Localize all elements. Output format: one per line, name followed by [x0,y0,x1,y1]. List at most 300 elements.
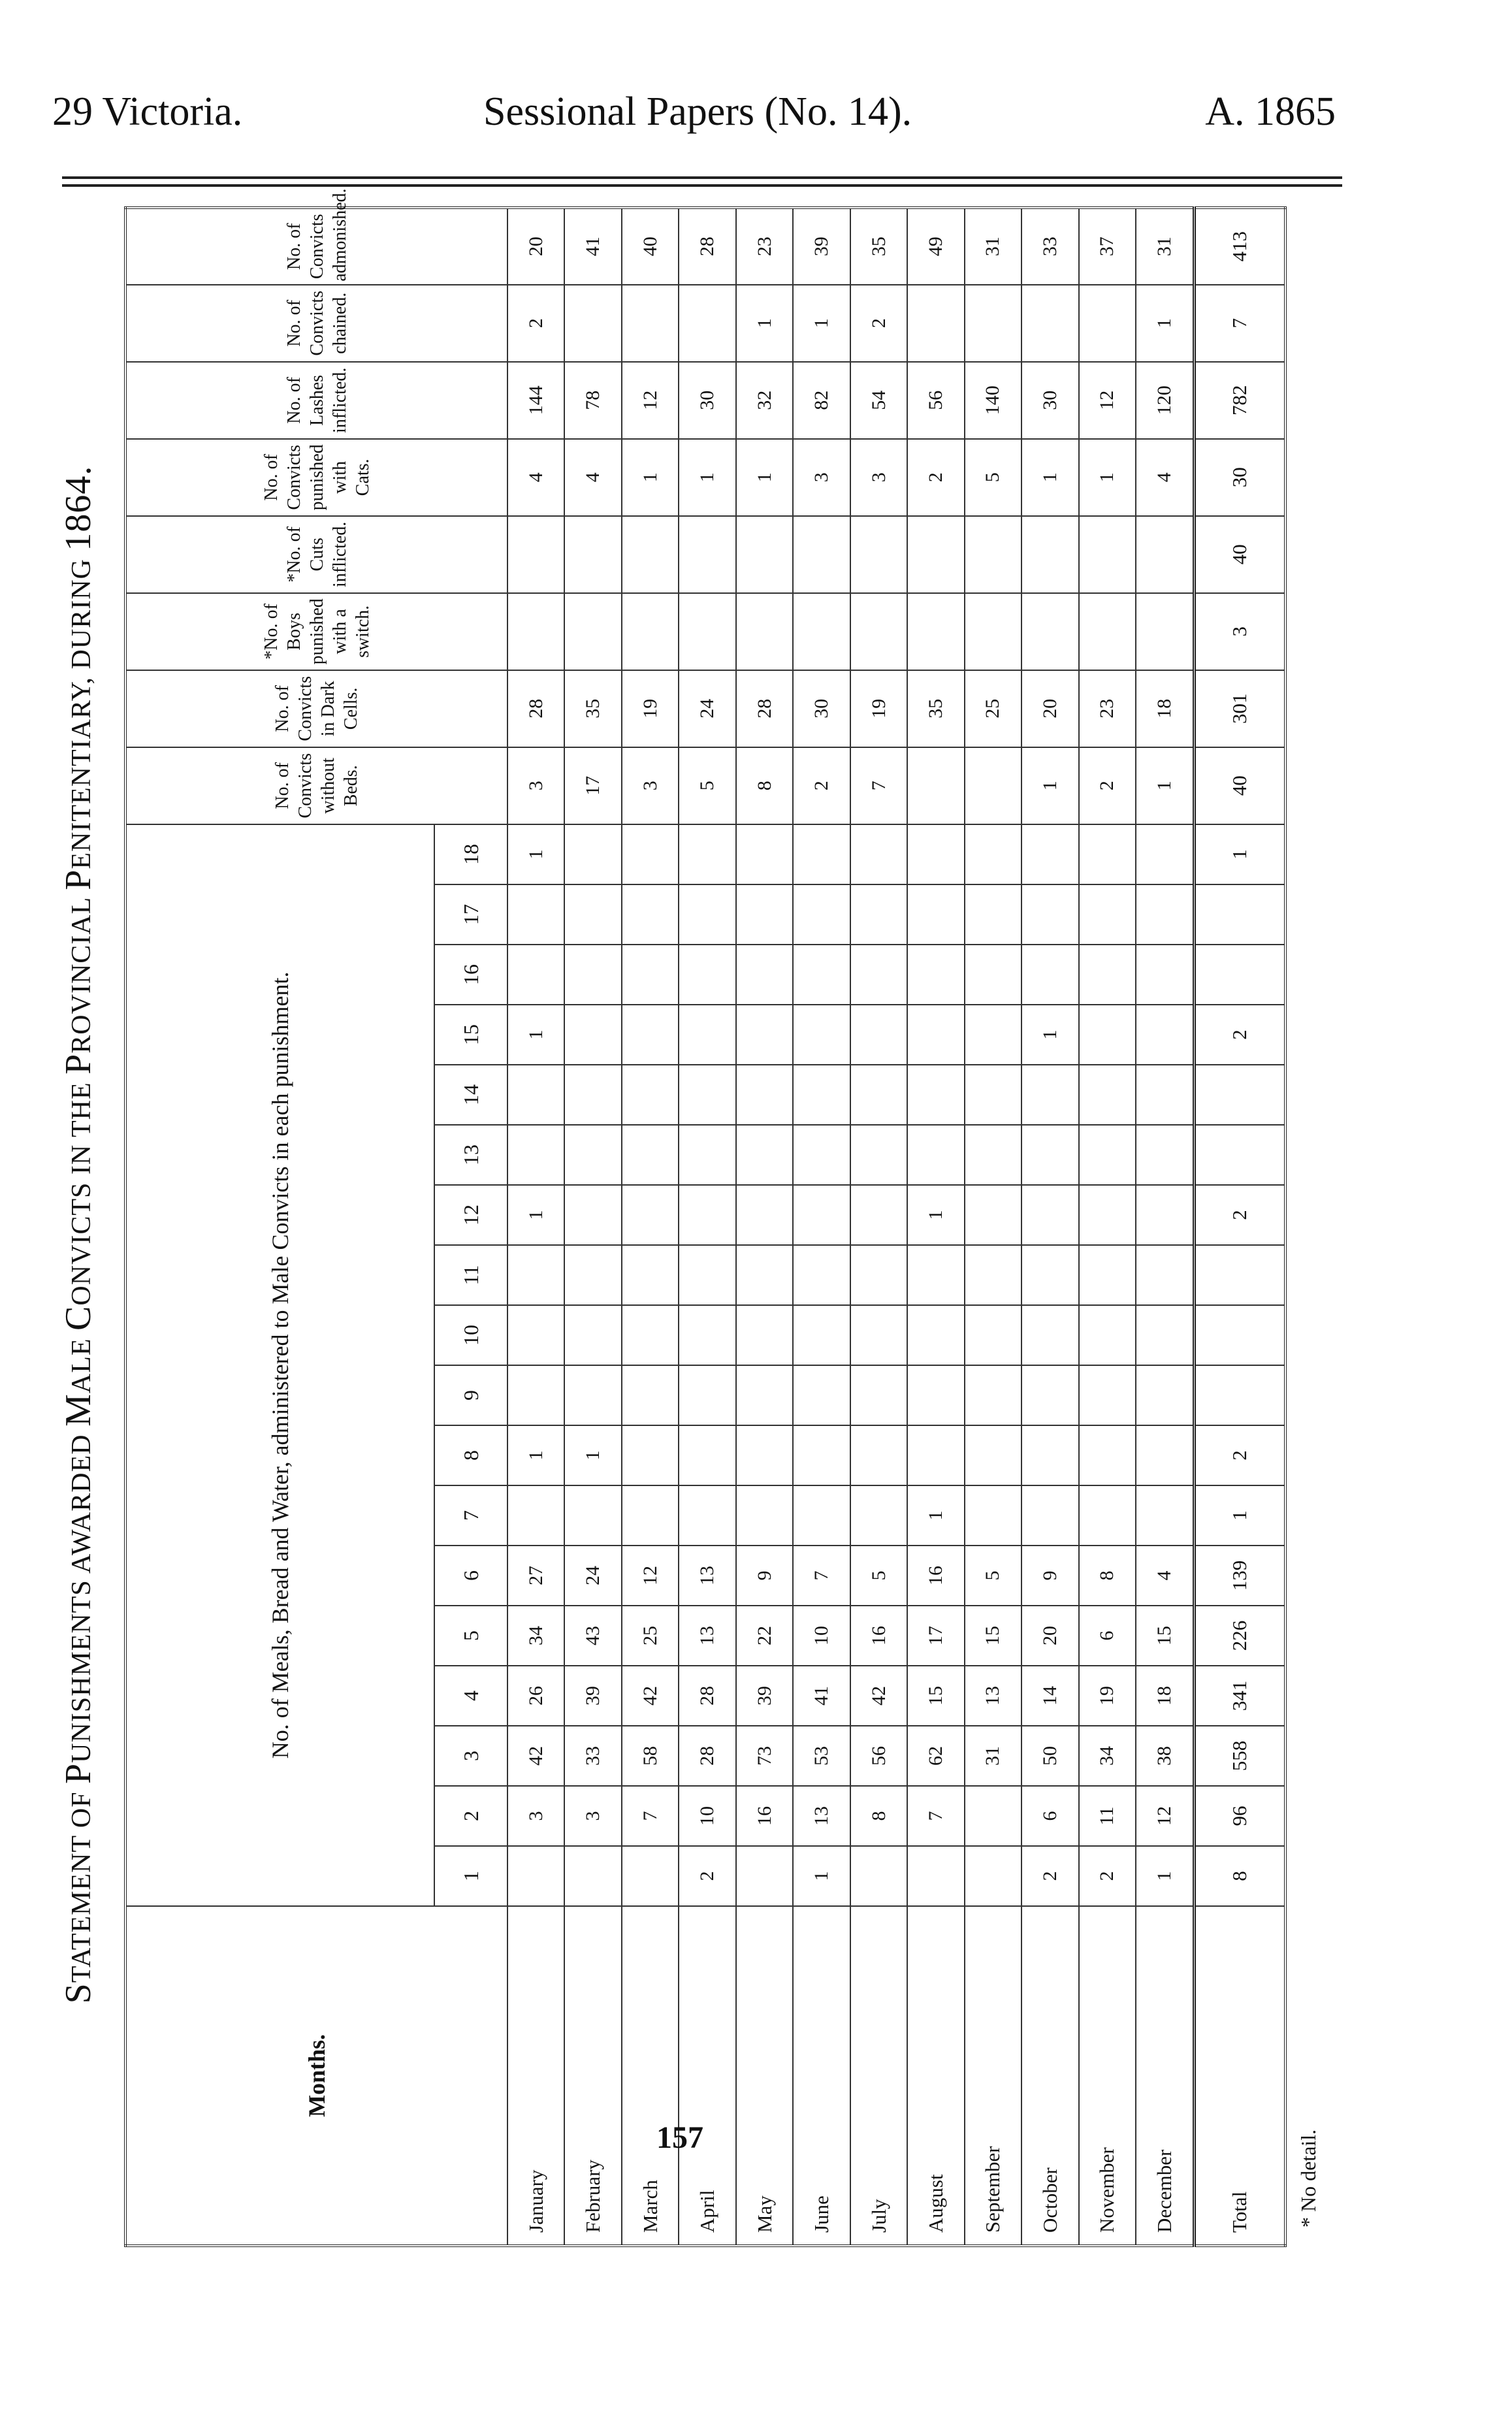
meals-cell: 28 [679,1666,735,1726]
total-meals-cell: 2 [1194,1425,1285,1485]
table-row [793,208,850,2246]
total-meals-cell: 8 [1194,1846,1285,1906]
side-header: No. of Convicts chained. [125,285,507,362]
meals-cell [1021,1125,1078,1185]
meals-cell [1136,1125,1194,1185]
table-row [850,208,907,2246]
side-cell: 30 [793,670,850,747]
meals-cell [850,1065,907,1125]
meals-cell [507,1365,564,1425]
side-cell: 35 [850,208,907,285]
meals-cell [1136,1185,1194,1245]
side-cell: 37 [1079,208,1136,285]
meals-cell [793,1185,850,1245]
meals-cell: 13 [679,1546,735,1606]
side-cell [736,516,793,593]
meals-cell [736,1305,793,1365]
meals-cell [907,1305,964,1365]
meals-cell [1021,824,1078,884]
meals-cell [507,1065,564,1125]
meals-cell: 2 [1079,1846,1136,1906]
meals-cell [1136,884,1194,945]
meals-cell: 10 [793,1606,850,1666]
meals-cell: 3 [507,1786,564,1846]
total-side-cell: 7 [1194,285,1285,362]
side-header: No. of Convicts punished with Cats. [125,439,507,516]
meals-cell [622,945,679,1005]
side-cell: 8 [736,747,793,824]
table-row [736,208,793,2246]
meals-cell: 1 [1021,1005,1078,1065]
meals-cell [965,1485,1021,1546]
meals-cell [622,824,679,884]
side-cell [1079,285,1136,362]
side-cell: 5 [965,439,1021,516]
side-cell: 1 [1021,439,1078,516]
meals-cell: 1 [793,1846,850,1906]
meals-cell [965,1305,1021,1365]
side-cell: 19 [622,670,679,747]
page-number: 157 [656,2120,703,2155]
side-cell [679,285,735,362]
month-cell: December [1136,1906,1194,2246]
meals-header: No. of Meals, Bread and Water, administered to Male Convicts in each punishment. [125,824,434,1906]
side-cell: 40 [622,208,679,285]
meals-cell [564,1365,621,1425]
side-cell [736,593,793,670]
side-cell: 12 [1079,362,1136,439]
meals-cell [1079,1245,1136,1305]
total-side-cell: 30 [1194,439,1285,516]
meals-cell [1021,945,1078,1005]
meals-cell: 10 [679,1786,735,1846]
total-meals-cell: 2 [1194,1185,1285,1245]
punishment-number: 1 [434,1846,507,1906]
meals-cell [736,1005,793,1065]
table-row [1136,208,1194,2246]
meals-cell: 15 [965,1606,1021,1666]
meals-cell: 3 [564,1786,621,1846]
side-cell: 20 [1021,670,1078,747]
side-cell: 1 [736,285,793,362]
meals-cell [850,1245,907,1305]
meals-cell: 1 [507,1185,564,1245]
meals-cell [507,1485,564,1546]
meals-cell: 16 [736,1786,793,1846]
meals-cell: 1 [507,1425,564,1485]
meals-cell [564,1125,621,1185]
header-rule-2 [62,184,1342,187]
side-cell: 120 [1136,362,1194,439]
meals-cell [1079,824,1136,884]
meals-cell [564,1185,621,1245]
side-cell [793,516,850,593]
meals-cell: 58 [622,1726,679,1786]
total-meals-cell: 226 [1194,1606,1285,1666]
meals-cell [679,824,735,884]
meals-cell: 15 [1136,1606,1194,1666]
meals-cell: 41 [793,1666,850,1726]
side-cell [1021,285,1078,362]
side-cell: 1 [1136,285,1194,362]
side-header: No. of Convicts in Dark Cells. [125,670,507,747]
meals-cell [679,1485,735,1546]
meals-cell: 42 [507,1726,564,1786]
meals-cell [793,1125,850,1185]
meals-cell [622,1485,679,1546]
side-cell [907,747,964,824]
side-cell: 41 [564,208,621,285]
side-cell [907,593,964,670]
meals-cell [736,884,793,945]
table-row [965,208,1021,2246]
total-side-cell: 40 [1194,747,1285,824]
side-cell: 32 [736,362,793,439]
side-cell [622,516,679,593]
table-row [622,208,679,2246]
side-cell [965,747,1021,824]
meals-cell [1079,1425,1136,1485]
meals-cell [965,1365,1021,1425]
side-cell: 33 [1021,208,1078,285]
meals-cell [622,1425,679,1485]
meals-cell [907,1425,964,1485]
meals-cell [622,1365,679,1425]
meals-cell [1079,1305,1136,1365]
side-cell [850,593,907,670]
side-cell: 3 [793,439,850,516]
meals-cell [850,824,907,884]
meals-cell: 42 [622,1666,679,1726]
meals-cell: 34 [507,1606,564,1666]
meals-cell [1136,1305,1194,1365]
meals-cell: 26 [507,1666,564,1726]
meals-cell [622,884,679,945]
side-cell: 140 [965,362,1021,439]
meals-cell [564,945,621,1005]
meals-cell: 5 [965,1546,1021,1606]
meals-cell: 14 [1021,1666,1078,1726]
meals-cell: 12 [622,1546,679,1606]
meals-cell [850,1305,907,1365]
punishment-number: 15 [434,1005,507,1065]
meals-cell [850,1846,907,1906]
meals-cell [850,884,907,945]
meals-cell [965,1245,1021,1305]
meals-cell [907,1065,964,1125]
month-cell: September [965,1906,1021,2246]
month-cell: October [1021,1906,1078,2246]
meals-cell [1136,1005,1194,1065]
meals-cell: 2 [1021,1846,1078,1906]
meals-cell [507,1305,564,1365]
meals-cell [1136,1365,1194,1425]
meals-cell [679,945,735,1005]
month-cell: May [736,1906,793,2246]
total-meals-cell: 96 [1194,1786,1285,1846]
punishment-number: 9 [434,1365,507,1425]
meals-cell [1021,1305,1078,1365]
punishments-table [124,188,1287,2247]
side-cell: 78 [564,362,621,439]
side-cell: 23 [1079,670,1136,747]
meals-cell [965,1425,1021,1485]
side-cell: 82 [793,362,850,439]
meals-cell [1079,1005,1136,1065]
side-cell [1079,593,1136,670]
side-cell [622,285,679,362]
month-cell: June [793,1906,850,2246]
side-cell [679,516,735,593]
punishment-number: 14 [434,1065,507,1125]
meals-cell [507,945,564,1005]
meals-cell [1136,1485,1194,1546]
side-cell: 1 [1021,747,1078,824]
punishment-number: 17 [434,884,507,945]
meals-cell: 56 [850,1726,907,1786]
side-cell [1021,516,1078,593]
total-side-cell: 40 [1194,516,1285,593]
meals-cell: 11 [1079,1786,1136,1846]
punishment-number: 16 [434,945,507,1005]
meals-cell [907,884,964,945]
side-header: No. of Convicts without Beds. [125,747,507,824]
side-cell: 1 [622,439,679,516]
header-center: Sessional Papers (No. 14). [483,89,912,134]
meals-cell: 22 [736,1606,793,1666]
meals-cell: 25 [622,1606,679,1666]
punishment-number: 13 [434,1125,507,1185]
meals-cell [679,884,735,945]
meals-cell [793,1425,850,1485]
meals-cell [679,1185,735,1245]
side-cell [965,516,1021,593]
meals-cell [793,945,850,1005]
side-cell: 35 [564,670,621,747]
meals-cell: 9 [736,1546,793,1606]
meals-cell [1079,945,1136,1005]
meals-cell [1136,824,1194,884]
meals-cell [965,1846,1021,1906]
meals-cell [793,1005,850,1065]
side-header: No. of Lashes inflicted. [125,362,507,439]
meals-cell [736,1485,793,1546]
total-meals-cell [1194,1065,1285,1125]
meals-cell [736,1425,793,1485]
header-rule [62,176,1342,179]
meals-cell: 19 [1079,1666,1136,1726]
meals-cell [850,1425,907,1485]
meals-cell [965,824,1021,884]
meals-cell [850,1125,907,1185]
meals-cell: 13 [679,1606,735,1666]
meals-cell: 43 [564,1606,621,1666]
meals-cell [679,1425,735,1485]
meals-cell: 6 [1021,1786,1078,1846]
meals-cell [1079,1485,1136,1546]
meals-cell: 28 [679,1726,735,1786]
meals-cell: 24 [564,1546,621,1606]
meals-cell [1021,884,1078,945]
side-cell [1136,593,1194,670]
meals-cell [1079,1185,1136,1245]
meals-cell [1021,1185,1078,1245]
meals-cell [793,884,850,945]
meals-cell [793,1485,850,1546]
total-meals-cell [1194,884,1285,945]
total-meals-cell [1194,1365,1285,1425]
side-cell: 31 [965,208,1021,285]
meals-cell: 2 [679,1846,735,1906]
meals-cell: 9 [1021,1546,1078,1606]
punishment-number: 4 [434,1666,507,1726]
meals-cell [564,1065,621,1125]
side-cell: 54 [850,362,907,439]
meals-cell [907,1365,964,1425]
month-cell: March [622,1906,679,2246]
side-cell [679,593,735,670]
month-cell: November [1079,1906,1136,2246]
meals-cell [622,1065,679,1125]
side-cell [564,516,621,593]
meals-cell [907,1245,964,1305]
total-meals-cell: 2 [1194,1005,1285,1065]
total-meals-cell [1194,945,1285,1005]
meals-cell: 1 [507,1005,564,1065]
meals-cell [1079,1065,1136,1125]
meals-cell [1136,945,1194,1005]
meals-cell [793,824,850,884]
meals-cell [564,1485,621,1546]
meals-cell [793,1305,850,1365]
total-meals-cell: 341 [1194,1666,1285,1726]
side-cell: 12 [622,362,679,439]
meals-cell [1079,884,1136,945]
meals-cell [679,1365,735,1425]
statement-title: STATEMENT OF PUNISHMENTS AWARDED MALE CONVICTS IN THE PROVINCIAL PENITENTIARY, DURING 1864. [58,465,99,2004]
meals-cell: 39 [736,1666,793,1726]
meals-cell: 13 [965,1666,1021,1726]
side-cell: 30 [679,362,735,439]
meals-cell: 8 [1079,1546,1136,1606]
meals-cell [850,1485,907,1546]
punishment-number: 18 [434,824,507,884]
meals-cell: 1 [1136,1846,1194,1906]
side-cell: 1 [793,285,850,362]
side-cell: 2 [507,285,564,362]
meals-cell [1079,1365,1136,1425]
meals-cell [907,945,964,1005]
side-cell: 144 [507,362,564,439]
total-side-cell: 782 [1194,362,1285,439]
meals-cell [965,884,1021,945]
punishment-number: 2 [434,1786,507,1846]
meals-cell [907,824,964,884]
side-cell: 20 [507,208,564,285]
meals-cell [793,1065,850,1125]
side-cell: 2 [907,439,964,516]
meals-cell [850,1365,907,1425]
side-cell: 1 [1079,439,1136,516]
meals-cell [507,884,564,945]
side-cell: 56 [907,362,964,439]
meals-cell [1021,1365,1078,1425]
total-meals-cell [1194,1245,1285,1305]
punishment-number: 7 [434,1485,507,1546]
meals-cell [965,1786,1021,1846]
side-cell: 49 [907,208,964,285]
meals-cell [564,884,621,945]
meals-cell: 62 [907,1726,964,1786]
header-left: 29 Victoria. [52,89,243,134]
side-cell: 4 [507,439,564,516]
meals-cell [622,1245,679,1305]
meals-cell: 18 [1136,1666,1194,1726]
meals-cell [507,1245,564,1305]
meals-cell [1079,1125,1136,1185]
side-cell: 2 [1079,747,1136,824]
side-cell [507,516,564,593]
meals-cell: 12 [1136,1786,1194,1846]
total-row [1194,208,1285,2246]
side-cell: 19 [850,670,907,747]
side-cell: 3 [850,439,907,516]
meals-cell [1136,1065,1194,1125]
month-cell: August [907,1906,964,2246]
months-header: Months. [125,1906,507,2246]
meals-cell [679,1305,735,1365]
meals-cell: 17 [907,1606,964,1666]
punishment-number: 10 [434,1305,507,1365]
header-right: A. 1865 [1205,89,1336,134]
side-cell: 3 [507,747,564,824]
meals-cell: 34 [1079,1726,1136,1786]
meals-cell [1021,1245,1078,1305]
side-cell [907,516,964,593]
meals-cell [564,1245,621,1305]
side-cell: 4 [1136,439,1194,516]
side-cell: 17 [564,747,621,824]
total-meals-cell: 558 [1194,1726,1285,1786]
meals-cell [965,1065,1021,1125]
meals-cell: 4 [1136,1546,1194,1606]
meals-cell [564,1846,621,1906]
meals-cell [564,824,621,884]
total-meals-cell: 139 [1194,1546,1285,1606]
meals-cell [564,1005,621,1065]
total-side-cell: 301 [1194,670,1285,747]
punishment-number: 11 [434,1245,507,1305]
meals-cell [564,1305,621,1365]
side-cell [965,285,1021,362]
meals-cell [907,1005,964,1065]
total-side-cell: 413 [1194,208,1285,285]
meals-cell: 16 [850,1606,907,1666]
meals-cell [622,1305,679,1365]
meals-cell: 7 [622,1786,679,1846]
meals-cell: 8 [850,1786,907,1846]
meals-cell [1136,1425,1194,1485]
meals-cell: 50 [1021,1726,1078,1786]
meals-cell [1021,1485,1078,1546]
total-meals-cell [1194,1125,1285,1185]
side-cell: 7 [850,747,907,824]
side-cell [622,593,679,670]
punishment-number: 12 [434,1185,507,1245]
meals-cell [1021,1425,1078,1485]
meals-cell [1136,1245,1194,1305]
side-header: *No. of Boys punished with a switch. [125,593,507,670]
